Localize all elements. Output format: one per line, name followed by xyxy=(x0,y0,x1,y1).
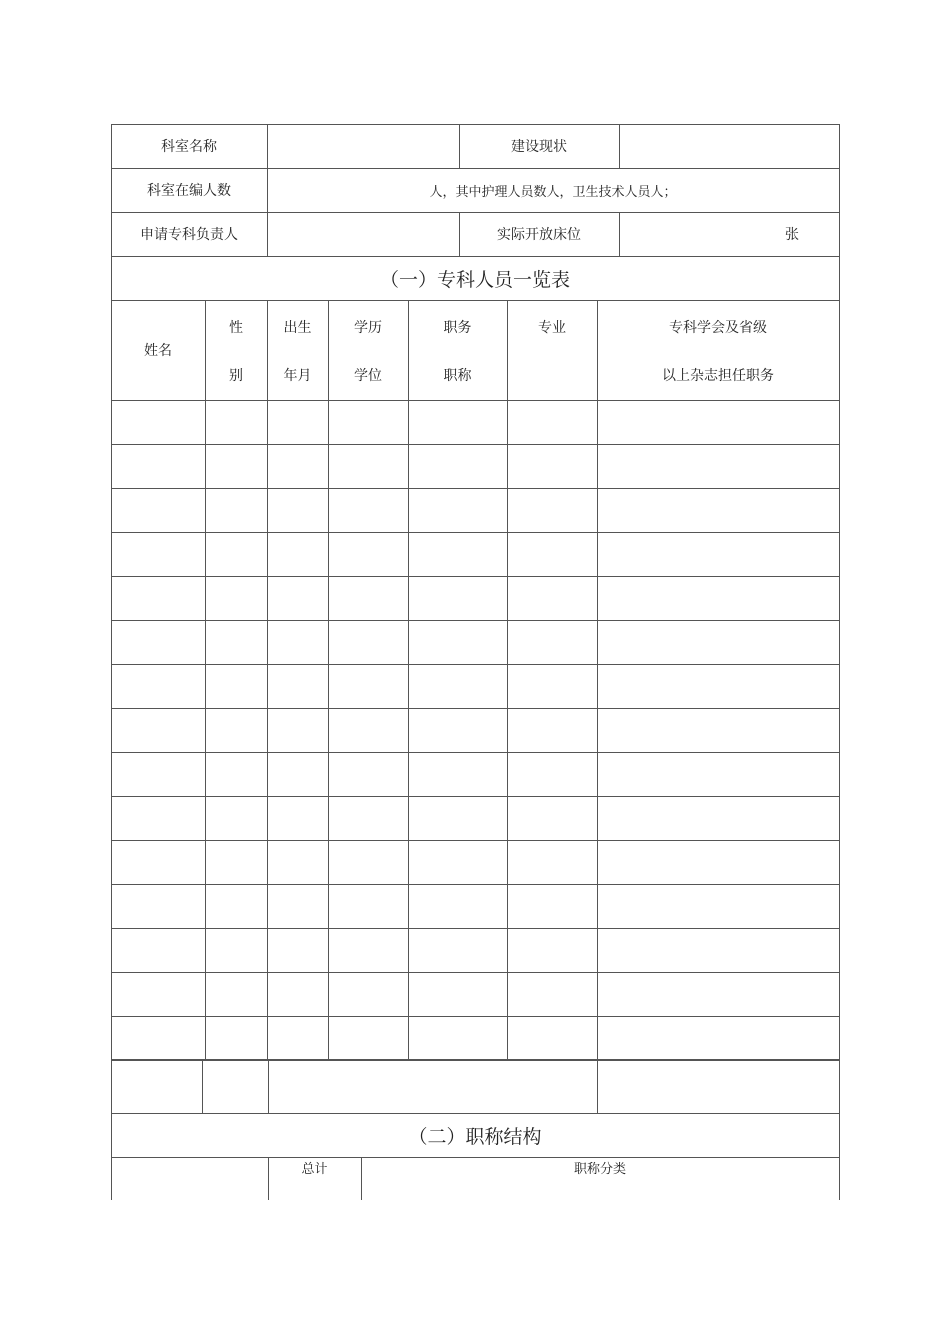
title-category-label: 职称分类 xyxy=(573,1161,626,1177)
status-label: 建设现状 xyxy=(511,139,567,155)
col-divider xyxy=(507,300,508,1059)
col-header-birth-1: 出生 xyxy=(283,320,312,336)
col-header-society-1: 专科学会及省级 xyxy=(669,320,767,336)
row-divider xyxy=(111,1059,840,1061)
row-divider xyxy=(111,928,840,929)
col-header-society-2: 以上杂志担任职务 xyxy=(662,368,774,384)
col-divider xyxy=(205,300,206,1059)
row-divider xyxy=(111,400,840,401)
row-divider xyxy=(111,576,840,577)
row-divider xyxy=(111,300,840,301)
leader-field[interactable] xyxy=(267,212,459,256)
row-divider xyxy=(111,972,840,973)
col-header-edu-1: 学历 xyxy=(354,320,382,336)
col-divider xyxy=(268,1059,269,1113)
col-header-major: 专业 xyxy=(538,320,566,336)
row-divider xyxy=(111,752,840,753)
staff-count-label: 科室在编人数 xyxy=(147,183,231,199)
row-divider xyxy=(111,532,840,533)
leader-label: 申请专科负责人 xyxy=(140,227,238,243)
dept-name-label: 科室名称 xyxy=(161,139,217,155)
table-border-right xyxy=(839,124,840,1200)
col-header-post-1: 职务 xyxy=(443,320,472,336)
col-header-gender-1: 性 xyxy=(229,320,243,336)
staff-count-text[interactable]: 人，其中护理人员数人，卫生技术人员人； xyxy=(429,184,677,200)
beds-label: 实际开放床位 xyxy=(497,227,581,243)
row-divider xyxy=(111,620,840,621)
col-divider xyxy=(202,1059,203,1113)
col-header-name: 姓名 xyxy=(144,343,172,359)
row-divider xyxy=(111,796,840,797)
col-header-edu-2: 学位 xyxy=(354,368,382,384)
col-header-gender-2: 别 xyxy=(229,368,243,384)
col-header-birth-2: 年月 xyxy=(283,368,312,384)
col-divider xyxy=(267,300,268,1059)
section-title-personnel: （一）专科人员一览表 xyxy=(379,268,570,291)
total-label: 总计 xyxy=(301,1161,328,1177)
row-divider xyxy=(111,1016,840,1017)
row-divider xyxy=(111,444,840,445)
row-divider xyxy=(111,884,840,885)
col-divider xyxy=(597,1059,598,1113)
status-field[interactable] xyxy=(619,124,839,168)
beds-unit: 张 xyxy=(785,227,799,243)
col-divider xyxy=(328,300,329,1059)
col-divider xyxy=(597,300,598,1059)
row-divider xyxy=(111,664,840,665)
col-divider xyxy=(408,300,409,1059)
section-title-title-structure: （二）职称结构 xyxy=(408,1125,542,1148)
row-divider xyxy=(111,488,840,489)
col-header-post-2: 职称 xyxy=(443,368,472,384)
dept-name-field[interactable] xyxy=(267,124,459,168)
row-divider xyxy=(111,708,840,709)
row-divider xyxy=(111,840,840,841)
